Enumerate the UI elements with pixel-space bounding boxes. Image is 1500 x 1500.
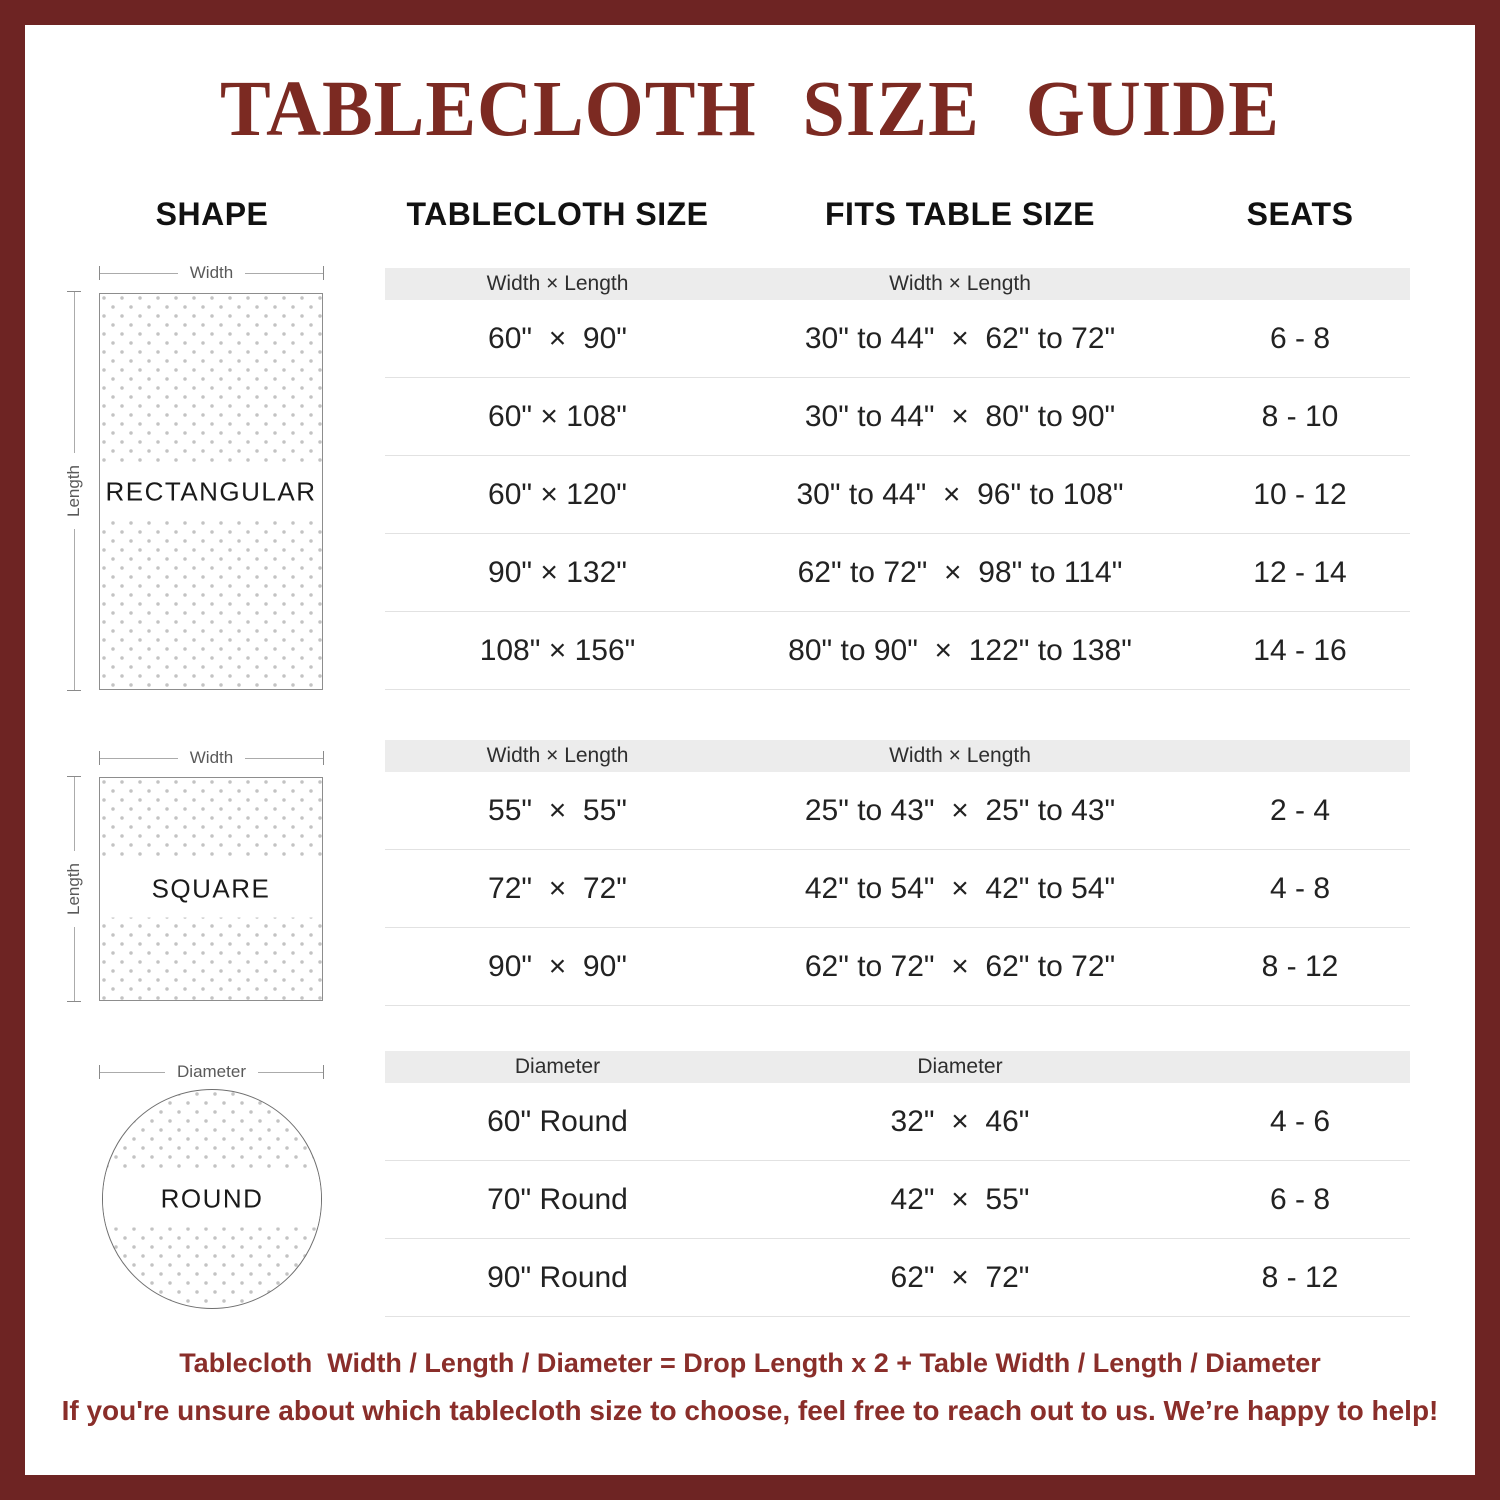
seats-cell: 10 - 12 — [1253, 477, 1347, 511]
fits-table-size-cell: 30" to 44" × 96" to 108" — [796, 477, 1124, 511]
rect-width-label: Width — [189, 263, 234, 282]
tablecloth-size-cell: 72" × 72" — [488, 871, 627, 905]
fits-table-size-cell: 62" to 72" × 98" to 114" — [797, 555, 1123, 589]
column-header-tablecloth-size: TABLECLOTH SIZE — [406, 196, 709, 232]
column-header-fits-table-size: FITS TABLE SIZE — [824, 196, 1095, 232]
tablecloth-size-cell: 108" × 156" — [479, 633, 636, 667]
subheader-band — [385, 268, 1410, 300]
fits-table-size-cell: 42" to 54" × 42" to 54" — [804, 871, 1116, 905]
fits-table-size-cell: 80" to 90" × 122" to 138" — [788, 633, 1132, 667]
seats-cell: 12 - 14 — [1253, 555, 1347, 589]
subheader-fits-table-size: Width × Length — [889, 744, 1031, 767]
tablecloth-size-cell: 90" × 132" — [488, 555, 627, 589]
fits-table-size-cell: 32" × 46" — [890, 1104, 1030, 1138]
rectangular-shape-label: RECTANGULAR — [100, 463, 322, 520]
tablecloth-size-cell: 60" × 90" — [488, 321, 627, 355]
fits-table-size-cell: 62" × 72" — [890, 1260, 1030, 1294]
subheader-band — [385, 1051, 1410, 1083]
table-row — [385, 378, 1410, 456]
table-row — [385, 850, 1410, 928]
seats-cell: 8 - 10 — [1261, 399, 1339, 433]
seats-cell: 6 - 8 — [1269, 321, 1331, 355]
dimension-line — [74, 777, 75, 851]
table-row — [385, 1083, 1410, 1161]
dimension-line — [100, 1072, 165, 1073]
table-row — [385, 1161, 1410, 1239]
table-row — [385, 772, 1410, 850]
subheader-tablecloth-size: Diameter — [514, 1055, 601, 1078]
subheader-tablecloth-size: Width × Length — [486, 272, 629, 295]
dimension-end-cap — [67, 1001, 81, 1002]
seats-cell: 4 - 6 — [1269, 1104, 1331, 1138]
footer-formula-text: Tablecloth Width / Length / Diameter = Drop Length x 2 + Table Width / Length / Diameter — [179, 1348, 1321, 1378]
square-length-label: Length — [64, 863, 83, 915]
seats-cell: 4 - 8 — [1269, 871, 1331, 905]
fits-table-size-cell: 30" to 44" × 62" to 72" — [804, 321, 1116, 355]
fits-table-size-cell: 30" to 44" × 80" to 90" — [804, 399, 1116, 433]
dimension-line — [245, 758, 323, 759]
seats-cell: 14 - 16 — [1253, 633, 1347, 667]
dimension-end-cap — [323, 751, 324, 765]
table-row — [385, 300, 1410, 378]
table-row — [385, 928, 1410, 1006]
column-header-seats: SEATS — [1246, 196, 1354, 232]
rect-length-label: Length — [64, 465, 83, 517]
dimension-line — [245, 273, 323, 274]
dimension-line — [74, 292, 75, 453]
table-row — [385, 456, 1410, 534]
table-row — [385, 1239, 1410, 1317]
seats-cell: 6 - 8 — [1269, 1182, 1331, 1216]
round-diameter-label: Diameter — [177, 1062, 246, 1081]
seats-cell: 2 - 4 — [1269, 793, 1331, 827]
dimension-line — [100, 273, 178, 274]
subheader-tablecloth-size: Width × Length — [486, 744, 629, 767]
tablecloth-size-cell: 90" Round — [487, 1260, 628, 1294]
square-shape-diagram — [99, 777, 323, 1001]
rect-length-dimension-line — [64, 291, 84, 691]
dimension-line — [74, 529, 75, 690]
column-headers-row — [385, 196, 1410, 233]
rectangular-shape-diagram — [99, 293, 323, 690]
tablecloth-size-cell: 55" × 55" — [488, 793, 627, 827]
table-row — [385, 612, 1410, 690]
fits-table-size-cell: 62" to 72" × 62" to 72" — [804, 949, 1116, 983]
dimension-end-cap — [67, 690, 81, 691]
table-row — [385, 534, 1410, 612]
footer-note-text: If you're unsure about which tablecloth size to choose, feel free to reach out to us. We’re happy to help! — [61, 1395, 1439, 1426]
column-header-shape: SHAPE — [155, 196, 269, 232]
dimension-end-cap — [323, 1065, 324, 1079]
fits-table-size-cell: 25" to 43" × 25" to 43" — [804, 793, 1116, 827]
dimension-line — [100, 758, 178, 759]
fits-table-size-cell: 42" × 55" — [890, 1182, 1030, 1216]
dimension-end-cap — [323, 266, 324, 280]
round-diameter-dimension-line — [99, 1061, 324, 1083]
dimension-line — [74, 927, 75, 1001]
square-length-dimension-line — [64, 776, 84, 1002]
tablecloth-size-cell: 90" × 90" — [488, 949, 627, 983]
seats-cell: 8 - 12 — [1261, 1260, 1339, 1294]
tablecloth-size-cell: 70" Round — [487, 1182, 628, 1216]
round-shape-label: ROUND — [103, 1171, 321, 1228]
tablecloth-size-cell: 60" × 120" — [488, 477, 627, 511]
square-shape-label: SQUARE — [100, 861, 322, 918]
round-size-table — [385, 1051, 1410, 1317]
dimension-line — [258, 1072, 323, 1073]
footer — [0, 1348, 1500, 1427]
seats-cell: 8 - 12 — [1261, 949, 1339, 983]
page-title: TABLECLOTH SIZE GUIDE — [220, 64, 1280, 154]
rect-width-dimension-line — [99, 262, 324, 284]
subheader-band — [385, 740, 1410, 772]
round-shape-diagram — [102, 1089, 322, 1309]
rectangular-size-table — [385, 268, 1410, 690]
subheader-fits-table-size: Diameter — [917, 1055, 1003, 1078]
subheader-fits-table-size: Width × Length — [889, 272, 1031, 295]
square-size-table — [385, 740, 1410, 1006]
square-width-label: Width — [189, 748, 234, 767]
tablecloth-size-cell: 60" × 108" — [488, 399, 627, 433]
tablecloth-size-cell: 60" Round — [487, 1104, 628, 1138]
square-width-dimension-line — [99, 747, 324, 769]
